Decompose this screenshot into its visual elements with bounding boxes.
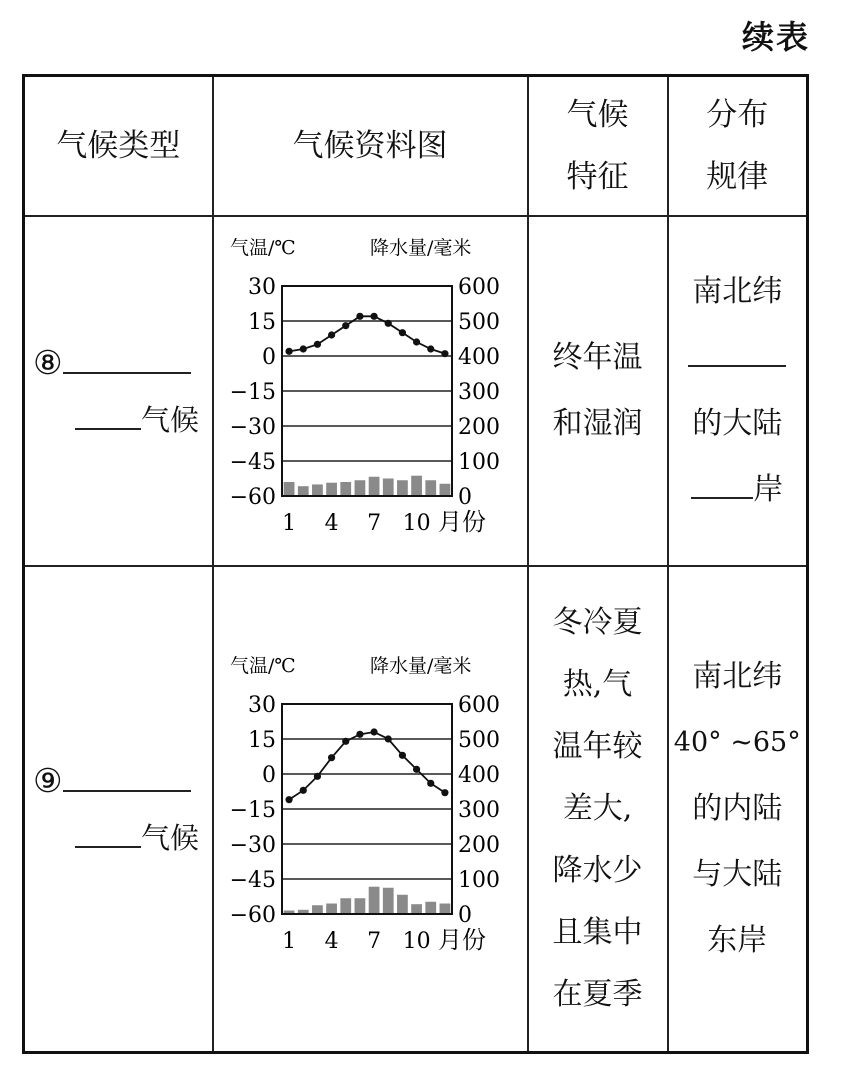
left-tick-label: −30: [229, 833, 276, 858]
temperature-point: [385, 320, 392, 327]
right-tick-label: 100: [458, 868, 500, 893]
left-tick-label: −60: [229, 485, 276, 510]
temperature-point: [427, 345, 434, 352]
precipitation-bar: [298, 486, 309, 496]
precipitation-bar: [355, 480, 366, 496]
climate-suffix: 气候: [141, 403, 200, 437]
precipitation-bar: [411, 904, 422, 914]
continued-label: 续表: [741, 18, 810, 56]
climate-type-cell: [24, 216, 213, 566]
climate-suffix: 气候: [141, 821, 200, 855]
temperature-point: [342, 738, 349, 745]
right-tick-label: 0: [458, 485, 472, 510]
answer-blank: [691, 477, 753, 499]
right-axis-label: 降水量/毫米: [370, 655, 472, 677]
right-tick-label: 300: [458, 380, 500, 405]
x-axis-label: 月份: [438, 508, 486, 536]
precipitation-bar: [340, 482, 351, 496]
temperature-point: [399, 752, 406, 759]
distribution-line: 与大陆: [692, 857, 783, 892]
precipitation-bar: [425, 902, 436, 914]
distribution-line: 的内陆: [692, 791, 783, 826]
x-tick-label: 1: [282, 929, 297, 954]
precipitation-bar: [355, 898, 366, 914]
precipitation-bar: [369, 477, 380, 496]
temperature-point: [427, 780, 434, 787]
precipitation-bar: [383, 479, 394, 497]
right-tick-label: 600: [458, 693, 500, 718]
precipitation-bar: [369, 887, 380, 914]
item-number: ⑨: [33, 761, 63, 800]
answer-blank: [75, 427, 141, 430]
temperature-line: [289, 316, 445, 353]
feature-line: 差大,: [562, 791, 633, 826]
climate-chart-cell: [213, 216, 528, 566]
precipitation-bar: [440, 484, 451, 496]
x-tick-label: 1: [282, 511, 297, 536]
left-axis-label: 气温/℃: [230, 655, 296, 677]
temperature-point: [356, 731, 363, 738]
header-distribution-line2: 规律: [706, 159, 769, 195]
distribution-line: 东岸: [707, 923, 768, 958]
temperature-point: [413, 338, 420, 345]
right-tick-label: 100: [458, 450, 500, 475]
right-tick-label: 500: [458, 728, 500, 753]
left-tick-label: 30: [248, 693, 276, 718]
left-tick-label: 15: [248, 310, 276, 335]
temperature-point: [300, 345, 307, 352]
feature-line: 温年较: [552, 729, 643, 764]
temperature-point: [342, 322, 349, 329]
left-axis-label: 气温/℃: [230, 237, 296, 259]
feature-line: 热,气: [562, 667, 633, 702]
temperature-point: [314, 773, 321, 780]
temperature-point: [441, 789, 448, 796]
x-tick-label: 7: [367, 511, 382, 536]
right-tick-label: 500: [458, 310, 500, 335]
distribution-line: 40° ~65°: [673, 727, 801, 758]
distribution-cell: [668, 216, 808, 566]
feature-line: 冬冷夏: [552, 605, 643, 640]
precipitation-bar: [383, 888, 394, 914]
precipitation-bar: [425, 480, 436, 496]
precipitation-bar: [326, 483, 337, 496]
answer-blank: [688, 345, 786, 367]
precipitation-bar: [312, 484, 323, 496]
left-tick-label: −15: [229, 798, 276, 823]
left-tick-label: 0: [262, 763, 276, 788]
right-tick-label: 600: [458, 275, 500, 300]
x-tick-label: 10: [402, 511, 431, 536]
precipitation-bar: [440, 904, 451, 915]
feature-line: 在夏季: [552, 977, 643, 1012]
item-number: ⑧: [33, 343, 63, 382]
feature-line: 和湿润: [552, 406, 643, 441]
temperature-point: [441, 350, 448, 357]
precipitation-bar: [411, 476, 422, 496]
distribution-line-with-blank: [669, 457, 807, 523]
header-distribution-line1: 分布: [706, 97, 769, 133]
header-chart: 气候资料图: [213, 76, 528, 217]
precipitation-bar: [312, 905, 323, 914]
left-tick-label: −45: [229, 450, 276, 475]
header-feature-line2: 特征: [566, 159, 629, 195]
table-row: [24, 216, 808, 566]
temperature-point: [413, 766, 420, 773]
precipitation-bar: [284, 482, 295, 496]
climate-chart: [220, 224, 520, 554]
right-tick-label: 300: [458, 798, 500, 823]
answer-blank: [75, 845, 141, 848]
temperature-point: [314, 341, 321, 348]
right-tick-label: 200: [458, 833, 500, 858]
temperature-point: [300, 787, 307, 794]
temperature-point: [385, 735, 392, 742]
header-feature-line1: 气候: [566, 97, 629, 133]
precipitation-bar: [340, 898, 351, 914]
right-tick-label: 0: [458, 903, 472, 928]
feature-line: 终年温: [552, 340, 643, 375]
distribution-line: 南北纬: [692, 659, 783, 694]
climate-feature-cell: [528, 216, 668, 566]
answer-blank: [63, 371, 191, 374]
climate-chart-cell: [213, 566, 528, 1053]
header-feature: [528, 76, 668, 217]
distribution-blank-line: [669, 325, 807, 391]
temperature-point: [328, 331, 335, 338]
right-tick-label: 400: [458, 345, 500, 370]
header-row: [24, 76, 808, 217]
right-tick-label: 400: [458, 763, 500, 788]
left-tick-label: 15: [248, 728, 276, 753]
answer-blank: [63, 789, 191, 792]
temperature-point: [328, 754, 335, 761]
left-tick-label: 30: [248, 275, 276, 300]
distribution-suffix: 岸: [753, 472, 784, 507]
table-row: [24, 566, 808, 1053]
temperature-point: [285, 348, 292, 355]
climate-table: [22, 74, 809, 1054]
temperature-point: [356, 313, 363, 320]
header-distribution: [668, 76, 808, 217]
left-tick-label: −60: [229, 903, 276, 928]
distribution-cell: [668, 566, 808, 1053]
x-tick-label: 10: [402, 929, 431, 954]
distribution-line: 的大陆: [692, 406, 783, 441]
left-tick-label: −15: [229, 380, 276, 405]
x-tick-label: 4: [324, 929, 339, 954]
climate-type-cell: [24, 566, 213, 1053]
climate-feature-cell: [528, 566, 668, 1053]
x-tick-label: 7: [367, 929, 382, 954]
feature-line: 降水少: [552, 853, 643, 888]
x-tick-label: 4: [324, 511, 339, 536]
precipitation-bar: [326, 904, 337, 915]
precipitation-bar: [397, 895, 408, 914]
temperature-line: [289, 732, 445, 800]
distribution-line: 南北纬: [692, 274, 783, 309]
feature-line: 且集中: [552, 915, 643, 950]
left-tick-label: 0: [262, 345, 276, 370]
precipitation-bar: [397, 480, 408, 496]
temperature-point: [370, 313, 377, 320]
climate-chart: [220, 642, 520, 972]
temperature-point: [370, 728, 377, 735]
right-tick-label: 200: [458, 415, 500, 440]
temperature-point: [399, 329, 406, 336]
right-axis-label: 降水量/毫米: [370, 237, 472, 259]
x-axis-label: 月份: [438, 926, 486, 954]
left-tick-label: −30: [229, 415, 276, 440]
left-tick-label: −45: [229, 868, 276, 893]
temperature-point: [285, 796, 292, 803]
header-type: 气候类型: [24, 76, 213, 217]
